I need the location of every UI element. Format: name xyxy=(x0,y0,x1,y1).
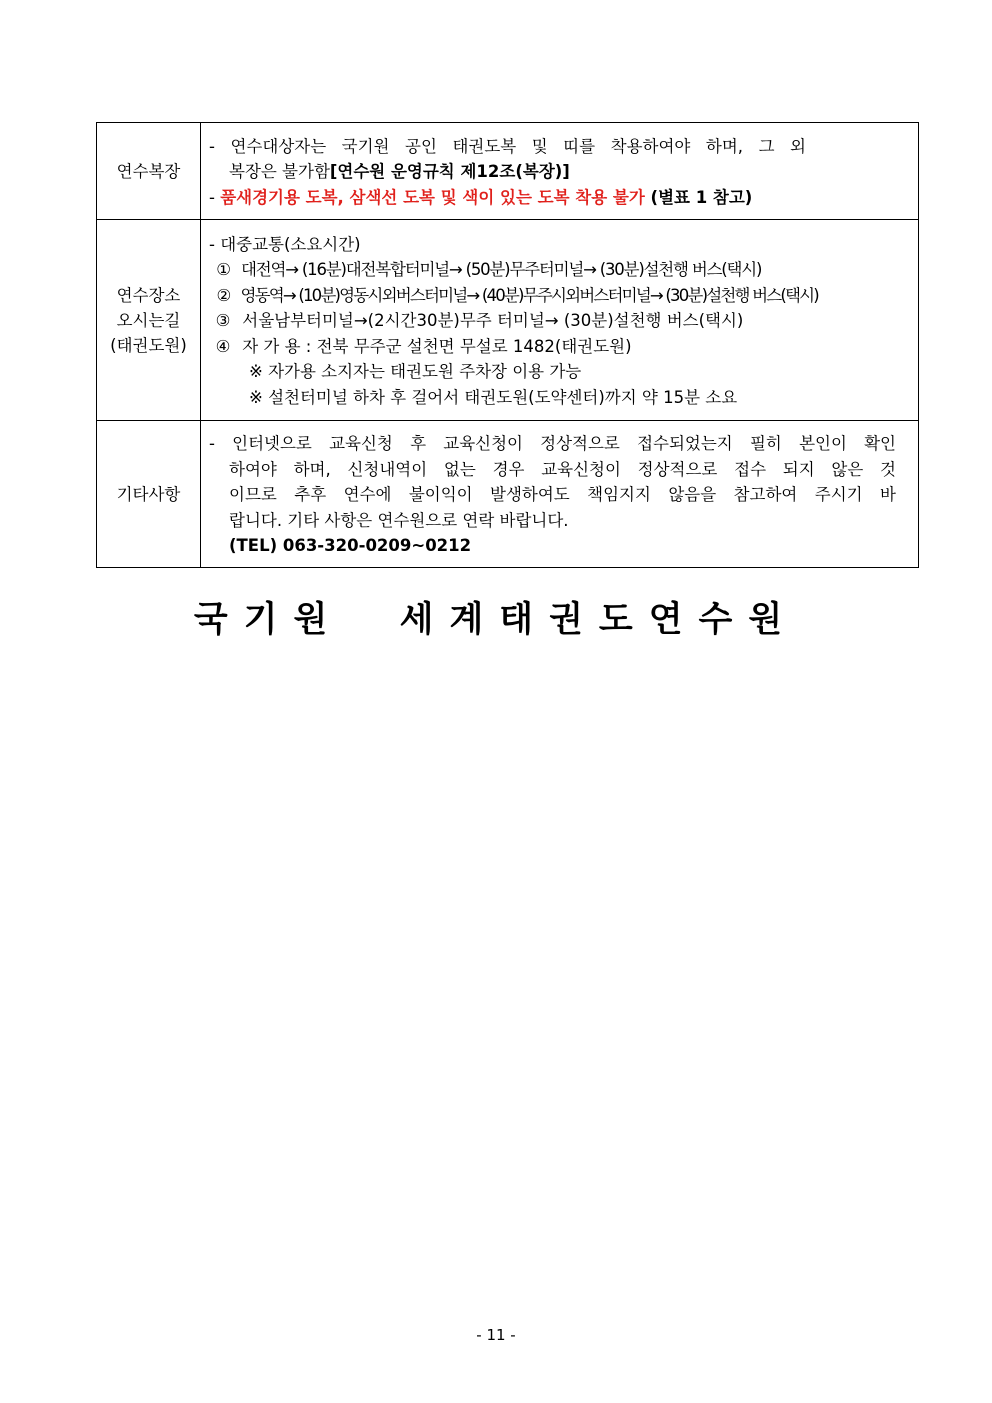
label-line: 연수복장 xyxy=(116,161,181,181)
note-item: ※ 자가용 소지자는 태권도원 주차장 이용 가능 xyxy=(249,362,582,382)
route-number: ③ xyxy=(215,311,231,331)
attire-dash: - xyxy=(209,187,221,207)
row-label-location xyxy=(97,220,201,421)
row-content-misc xyxy=(201,421,919,568)
info-table xyxy=(96,122,919,568)
transit-header: - 대중교통(소요시간) xyxy=(209,234,361,254)
row-content-attire xyxy=(201,123,919,220)
route-text: 자 가 용 : 전북 무주군 설천면 무설로 1482(태권도원) xyxy=(242,336,632,356)
route-number: ④ xyxy=(215,336,231,356)
route-item xyxy=(209,334,896,360)
route-number: ② xyxy=(216,285,230,305)
label-line: 오시는길 xyxy=(116,310,181,330)
row-label-misc xyxy=(97,421,201,568)
route-item xyxy=(209,257,896,283)
row-content-location xyxy=(201,220,919,421)
attire-line-1: - 연수대상자는 국기원 공인 태권도복 및 띠를 착용하여야 하며, 그 외 xyxy=(209,136,806,156)
attire-rule-ref: [연수원 운영규칙 제12조(복장)] xyxy=(329,162,570,182)
label-line: (태권도원) xyxy=(110,335,187,355)
attire-line-2 xyxy=(209,159,896,185)
route-text: 대전역→ (16분)대전복합터미널→ (50분)무주터미널→ (30분)설천행 버스(택시) xyxy=(241,260,762,280)
attire-text: 복장은 불가함 xyxy=(229,162,330,182)
row-label-attire xyxy=(97,123,201,220)
misc-line-1: - 인터넷으로 교육신청 후 교육신청이 정상적으로 접수되었는지 필히 본인이 확인 xyxy=(209,434,896,454)
misc-line-2: 하여야 하며, 신청내역이 없는 경우 교육신청이 정상적으로 접수 되지 않은 것 xyxy=(229,459,896,479)
page-number: - 11 - xyxy=(476,1326,516,1344)
contact-phone: (TEL) 063-320-0209~0212 xyxy=(229,536,472,556)
misc-line-3: 이므로 추후 연수에 불이익이 발생하여도 책임지지 않음을 참고하여 주시기 바 xyxy=(229,485,896,505)
table-row-misc xyxy=(97,421,919,568)
label-line: 기타사항 xyxy=(116,484,181,504)
route-text: 영동역→ (10분)영동시외버스터미널→ (40분)무주시외버스터미널→ (30분)설천행 버스(택시) xyxy=(240,285,818,305)
label-line: 연수장소 xyxy=(116,285,181,305)
route-item xyxy=(209,308,896,334)
table-row-location xyxy=(97,220,919,421)
route-text: 서울남부터미널→(2시간30분)무주 터미널→ (30분)설천행 버스(택시) xyxy=(242,311,744,331)
attire-warning: 품새경기용 도복, 삼색선 도복 및 색이 있는 도복 착용 불가 xyxy=(220,187,645,207)
attire-line-3 xyxy=(209,185,896,211)
route-number: ① xyxy=(216,260,230,280)
route-item xyxy=(209,283,896,309)
table-row-attire xyxy=(97,123,919,220)
misc-line-4: 랍니다. 기타 사항은 연수원으로 연락 바랍니다. xyxy=(229,510,569,530)
attire-appendix-ref: (별표 1 참고) xyxy=(644,187,753,207)
organization-name: 국기원 세계태권도연수원 xyxy=(193,600,799,640)
note-item: ※ 설천터미널 하차 후 걸어서 태권도원(도약센터)까지 약 15분 소요 xyxy=(249,387,738,407)
